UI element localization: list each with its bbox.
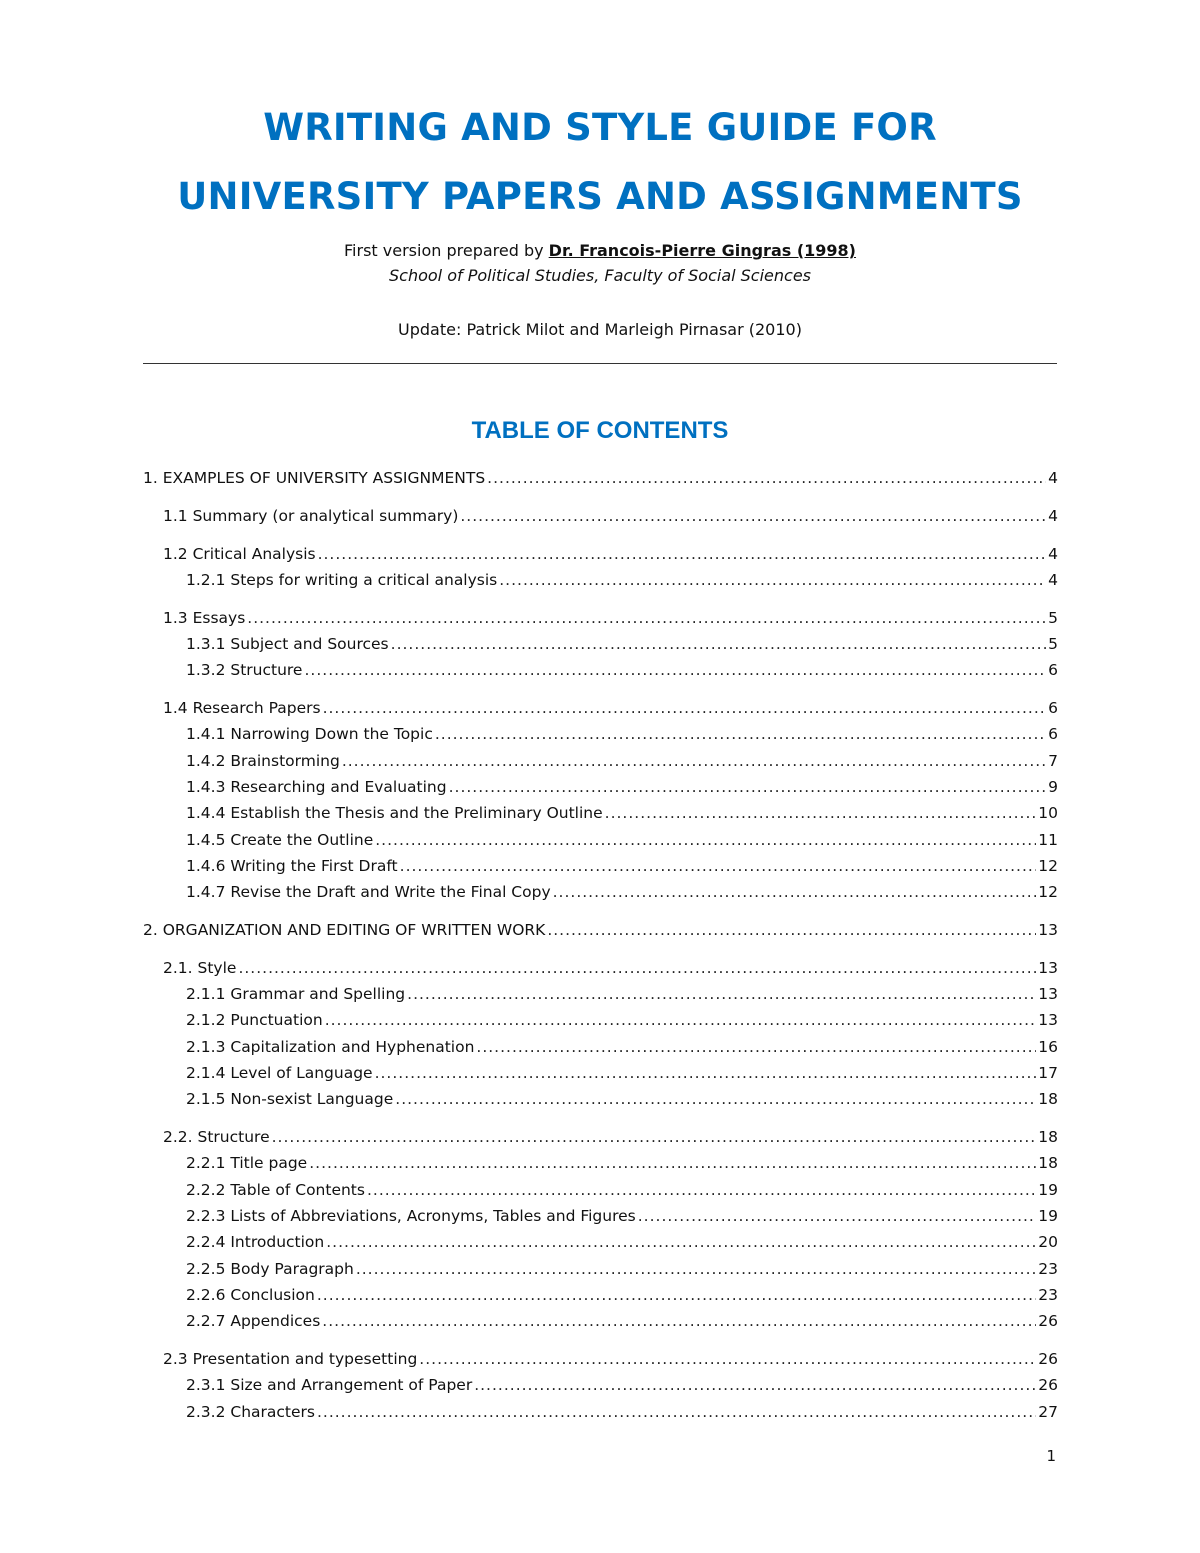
toc-dot-leader — [323, 698, 1047, 718]
toc-entry-label: 2.2.5 Body Paragraph — [186, 1259, 354, 1278]
toc-entry-page: 4 — [1048, 544, 1058, 563]
toc-entry-page: 16 — [1038, 1037, 1058, 1056]
toc-entry-page: 19 — [1038, 1180, 1058, 1199]
toc-entry[interactable] — [186, 1232, 1058, 1252]
toc-entry[interactable] — [186, 570, 1058, 590]
toc-entry-label: 2.2.3 Lists of Abbreviations, Acronyms, Tables and Figures — [186, 1207, 636, 1225]
prepared-by-line — [0, 241, 1200, 260]
toc-entry-page: 23 — [1038, 1259, 1058, 1278]
toc-entry-page: 7 — [1048, 751, 1058, 770]
toc-dot-leader — [391, 634, 1046, 654]
toc-entry-label: 2.1.2 Punctuation — [186, 1011, 323, 1030]
toc-entry[interactable] — [186, 1010, 1058, 1030]
toc-entry[interactable] — [163, 1349, 1058, 1369]
toc-entry-page: 12 — [1038, 856, 1058, 875]
toc-entry-label: 2.2.7 Appendices — [186, 1312, 321, 1331]
toc-entry-label: 2.1.3 Capitalization and Hyphenation — [186, 1037, 475, 1056]
toc-entry[interactable] — [186, 882, 1058, 902]
toc-entry-page: 20 — [1038, 1233, 1058, 1252]
toc-entry[interactable] — [186, 634, 1058, 654]
toc-entry[interactable] — [186, 1089, 1058, 1109]
toc-entry[interactable] — [186, 1259, 1058, 1279]
toc-entry-page: 27 — [1038, 1402, 1058, 1421]
toc-dot-leader — [474, 1375, 1036, 1395]
toc-entry[interactable] — [186, 1206, 1058, 1226]
toc-entry-page: 4 — [1048, 469, 1058, 487]
toc-entry-page: 6 — [1048, 725, 1058, 744]
toc-entry-label: 1.2 Critical Analysis — [163, 544, 316, 563]
toc-entry[interactable] — [186, 660, 1058, 680]
toc-entry-label: 1. EXAMPLES OF UNIVERSITY ASSIGNMENTS — [143, 469, 486, 487]
toc-dot-leader — [407, 984, 1036, 1004]
toc-dot-leader — [309, 1153, 1036, 1173]
toc-entry[interactable] — [186, 1285, 1058, 1305]
toc-entry-label: 1.4.4 Establish the Thesis and the Preliminary Outline — [186, 804, 603, 823]
toc-entry-page: 13 — [1038, 921, 1058, 939]
toc-dot-leader — [247, 608, 1046, 628]
toc-entry-label: 2.2.2 Table of Contents — [186, 1180, 365, 1199]
toc-entry[interactable] — [186, 1402, 1058, 1422]
toc-entry-label: 2. ORGANIZATION AND EDITING OF WRITTEN WORK — [143, 921, 546, 939]
toc-dot-leader — [367, 1180, 1036, 1200]
prepared-by-prefix: First version prepared by — [344, 241, 549, 260]
toc-entry[interactable] — [143, 920, 1058, 940]
toc-entry-label: 1.4.1 Narrowing Down the Topic — [186, 725, 433, 744]
toc-entry-label: 2.1.5 Non-sexist Language — [186, 1090, 394, 1109]
toc-entry-label: 1.3 Essays — [163, 608, 246, 627]
toc-dot-leader — [487, 468, 1046, 488]
toc-entry-label: 1.2.1 Steps for writing a critical analysis — [186, 570, 498, 589]
toc-entry-label: 2.3.2 Characters — [186, 1402, 315, 1421]
toc-dot-leader — [318, 544, 1047, 564]
toc-entry[interactable] — [163, 698, 1058, 718]
toc-entry-label: 2.3.1 Size and Arrangement of Paper — [186, 1376, 473, 1395]
toc-entry-page: 12 — [1038, 883, 1058, 902]
toc-dot-leader — [304, 660, 1046, 680]
toc-entry-label: 1.4.3 Researching and Evaluating — [186, 778, 447, 796]
toc-dot-leader — [375, 830, 1036, 850]
toc-entry-page: 9 — [1048, 778, 1058, 796]
toc-entry[interactable] — [186, 1153, 1058, 1173]
toc-entry[interactable] — [143, 468, 1058, 488]
toc-entry[interactable] — [186, 777, 1058, 797]
original-author: Dr. Francois-Pierre Gingras (1998) — [548, 241, 856, 260]
toc-heading: TABLE OF CONTENTS — [471, 417, 729, 444]
toc-entry[interactable] — [186, 1311, 1058, 1331]
toc-entry[interactable] — [186, 1180, 1058, 1200]
toc-entry-label: 2.1.1 Grammar and Spelling — [186, 985, 406, 1004]
toc-entry-label: 1.4.7 Revise the Draft and Write the Final Copy — [186, 883, 551, 902]
toc-entry[interactable] — [186, 1063, 1058, 1083]
toc-entry-label: 1.4 Research Papers — [163, 699, 321, 718]
toc-entry[interactable] — [186, 830, 1058, 850]
toc-dot-leader — [605, 803, 1037, 823]
toc-entry-page: 5 — [1048, 635, 1058, 653]
toc-entry-label: 1.4.2 Brainstorming — [186, 751, 340, 770]
toc-entry-page: 11 — [1038, 830, 1058, 849]
toc-entry[interactable] — [186, 856, 1058, 876]
toc-entry-page: 18 — [1038, 1128, 1058, 1147]
header-divider — [143, 363, 1057, 364]
toc-dot-leader — [325, 1010, 1037, 1030]
document-title-line-1: WRITING AND STYLE GUIDE FOR — [263, 106, 937, 149]
toc-dot-leader — [395, 1089, 1036, 1109]
toc-entry-page: 26 — [1038, 1376, 1058, 1395]
toc-entry-page: 13 — [1038, 958, 1058, 977]
toc-dot-leader — [317, 1402, 1036, 1422]
document-title-line-2: UNIVERSITY PAPERS AND ASSIGNMENTS — [177, 175, 1023, 218]
toc-entry-label: 2.2. Structure — [163, 1128, 270, 1147]
toc-entry-page: 26 — [1038, 1312, 1058, 1331]
update-credit: Update: Patrick Milot and Marleigh Pirnasar (2010) — [398, 320, 802, 339]
page-number: 1 — [1046, 1447, 1056, 1465]
toc-entry-page: 6 — [1048, 699, 1058, 718]
toc-dot-leader — [460, 506, 1046, 526]
toc-dot-leader — [400, 856, 1037, 876]
toc-entry-page: 13 — [1038, 985, 1058, 1004]
toc-entry-label: 1.3.1 Subject and Sources — [186, 635, 389, 653]
toc-entry[interactable] — [163, 1127, 1058, 1147]
toc-entry-label: 1.4.5 Create the Outline — [186, 830, 374, 849]
toc-entry[interactable] — [163, 544, 1058, 564]
toc-entry[interactable] — [186, 984, 1058, 1004]
toc-dot-leader — [499, 570, 1046, 590]
toc-entry[interactable] — [186, 1037, 1058, 1057]
toc-entry-label: 2.2.4 Introduction — [186, 1233, 325, 1252]
toc-dot-leader — [238, 958, 1036, 978]
toc-entry-label: 2.3 Presentation and typesetting — [163, 1350, 418, 1368]
toc-entry-label: 2.1.4 Level of Language — [186, 1064, 373, 1082]
toc-entry-label: 1.1 Summary (or analytical summary) — [163, 506, 459, 525]
toc-dot-leader — [326, 1232, 1036, 1252]
toc-entry-page: 18 — [1038, 1090, 1058, 1109]
toc-entry-page: 18 — [1038, 1154, 1058, 1173]
toc-entry-page: 26 — [1038, 1350, 1058, 1368]
toc-entry-label: 2.1. Style — [163, 958, 237, 977]
toc-dot-leader — [547, 920, 1036, 940]
toc-entry-label: 2.2.6 Conclusion — [186, 1285, 315, 1304]
toc-dot-leader — [272, 1127, 1037, 1147]
toc-dot-leader — [435, 724, 1046, 744]
toc-entry[interactable] — [186, 724, 1058, 744]
school-affiliation: School of Political Studies, Faculty of Social Sciences — [388, 266, 812, 285]
toc-entry-page: 10 — [1038, 804, 1058, 823]
toc-entry-label: 1.4.6 Writing the First Draft — [186, 856, 398, 875]
toc-entry[interactable] — [163, 958, 1058, 978]
toc-dot-leader — [375, 1063, 1037, 1083]
toc-dot-leader — [317, 1285, 1036, 1305]
toc-dot-leader — [356, 1259, 1036, 1279]
toc-entry-label: 2.2.1 Title page — [186, 1154, 308, 1173]
toc-dot-leader — [476, 1037, 1036, 1057]
toc-dot-leader — [322, 1311, 1036, 1331]
toc-dot-leader — [638, 1206, 1037, 1226]
toc-entry-page: 4 — [1048, 570, 1058, 589]
toc-entry[interactable] — [186, 803, 1058, 823]
toc-entry[interactable] — [186, 751, 1058, 771]
toc-entry-page: 6 — [1048, 661, 1058, 680]
toc-dot-leader — [449, 777, 1047, 797]
toc-dot-leader — [419, 1349, 1036, 1369]
toc-entry-page: 19 — [1038, 1207, 1058, 1225]
toc-entry-label: 1.3.2 Structure — [186, 661, 303, 680]
toc-dot-leader — [553, 882, 1037, 902]
toc-entry-page: 17 — [1038, 1064, 1058, 1082]
toc-entry-page: 5 — [1048, 608, 1058, 627]
toc-entry[interactable] — [163, 506, 1058, 526]
toc-entry-page: 13 — [1038, 1011, 1058, 1030]
toc-entry-page: 4 — [1048, 506, 1058, 525]
toc-dot-leader — [342, 751, 1046, 771]
toc-entry[interactable] — [186, 1375, 1058, 1395]
toc-entry-page: 23 — [1038, 1285, 1058, 1304]
toc-entry[interactable] — [163, 608, 1058, 628]
